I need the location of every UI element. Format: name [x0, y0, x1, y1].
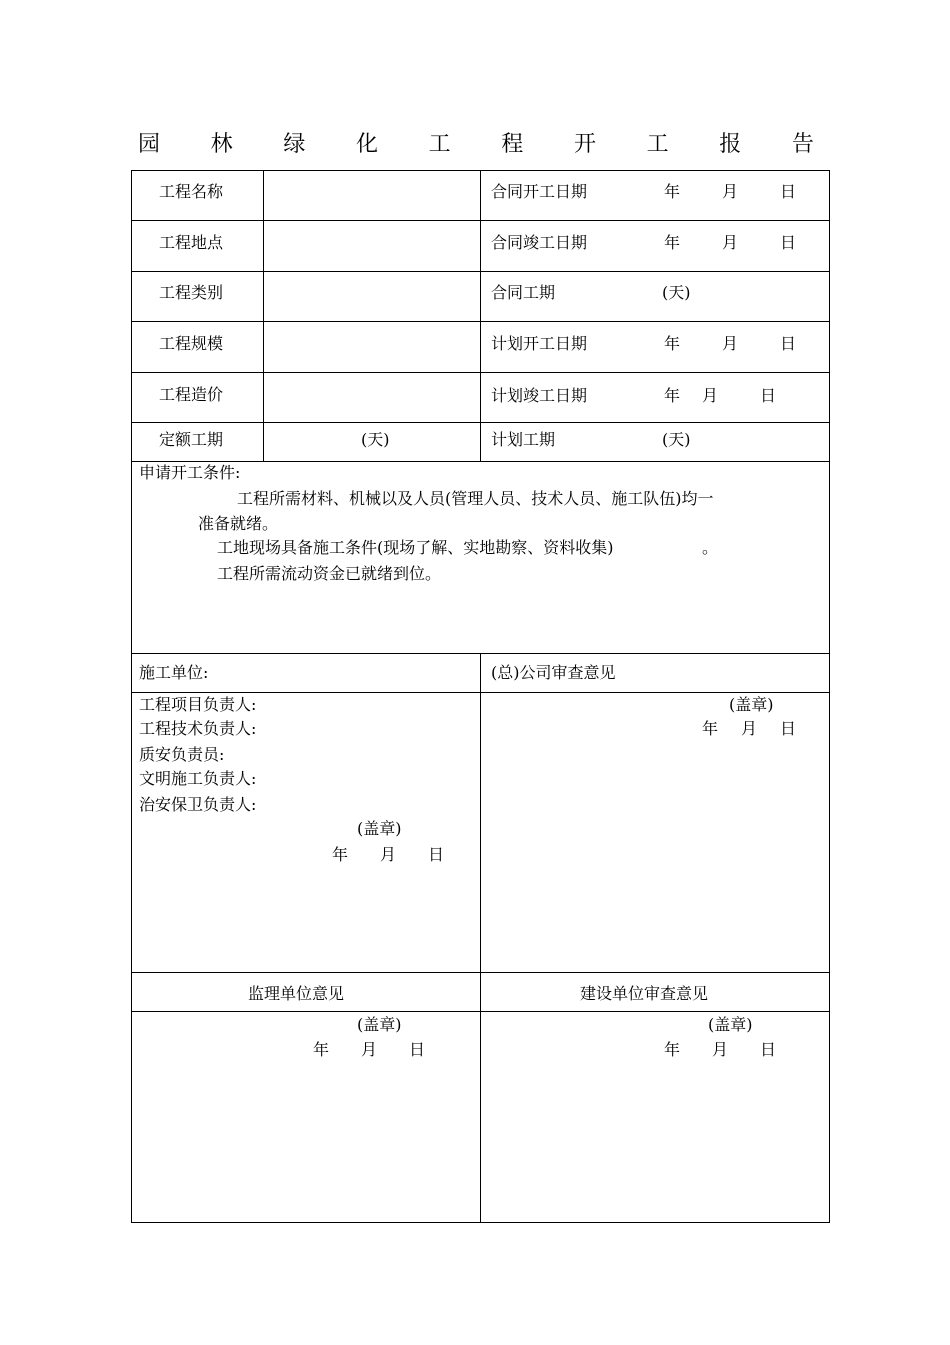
owner-seal: (盖章)	[708, 1015, 753, 1034]
construction-unit-heading: 施工单位:	[139, 663, 209, 682]
day-label: 日	[760, 386, 777, 405]
quality-safety-label: 质安负责员:	[139, 745, 225, 764]
month-label: 月	[722, 233, 739, 252]
day-label: 日	[780, 334, 797, 353]
project-site-label: 工程地点	[159, 233, 224, 252]
year-label: 年	[664, 1040, 681, 1059]
month-label: 月	[380, 845, 397, 864]
project-manager-label: 工程项目负责人:	[139, 695, 257, 714]
contract-start-label: 合同开工日期	[491, 182, 588, 201]
supervision-seal: (盖章)	[357, 1015, 402, 1034]
project-type-label: 工程类别	[159, 283, 224, 302]
col-divider	[480, 653, 481, 1222]
title-char: 告	[791, 131, 814, 157]
conditions-heading: 申请开工条件:	[139, 463, 241, 482]
year-label: 年	[332, 845, 349, 864]
project-scale-label: 工程规模	[159, 334, 224, 353]
title-char: 园	[138, 131, 161, 157]
contract-period-unit: (天)	[662, 283, 691, 302]
day-label: 日	[780, 719, 797, 738]
quota-period-label: 定额工期	[159, 430, 224, 449]
condition-line-3: 工程所需流动资金已就绪到位。	[217, 564, 442, 583]
condition-line-2: 工地现场具备施工条件(现场了解、实地勘察、资料收集)	[217, 538, 614, 557]
title-char: 程	[501, 131, 524, 157]
title-char: 开	[573, 131, 596, 157]
title-char: 绿	[283, 131, 306, 157]
year-label: 年	[664, 233, 681, 252]
year-label: 年	[313, 1040, 330, 1059]
construction-seal: (盖章)	[357, 819, 402, 838]
plan-period-label: 计划工期	[491, 430, 556, 449]
company-review-heading: (总)公司审查意见	[491, 663, 616, 682]
title-char: 工	[428, 131, 451, 157]
quota-period-unit: (天)	[361, 430, 390, 449]
plan-end-label: 计划竣工日期	[491, 386, 588, 405]
col-divider	[480, 171, 481, 461]
owner-review-heading: 建设单位审查意见	[580, 984, 709, 1003]
year-label: 年	[702, 719, 719, 738]
month-label: 月	[741, 719, 758, 738]
title-char: 化	[355, 131, 378, 157]
month-label: 月	[702, 386, 719, 405]
technical-lead-label: 工程技术负责人:	[139, 719, 257, 738]
title-char: 林	[210, 131, 233, 157]
row-divider	[132, 461, 829, 462]
project-cost-label: 工程造价	[159, 385, 224, 404]
year-label: 年	[664, 182, 681, 201]
day-label: 日	[760, 1040, 777, 1059]
day-label: 日	[780, 233, 797, 252]
month-label: 月	[722, 182, 739, 201]
contract-period-label: 合同工期	[491, 283, 556, 302]
civilized-construction-label: 文明施工负责人:	[139, 769, 257, 788]
security-lead-label: 治安保卫负责人:	[139, 795, 257, 814]
month-label: 月	[722, 334, 739, 353]
year-label: 年	[664, 386, 681, 405]
day-label: 日	[409, 1040, 426, 1059]
col-divider	[263, 171, 264, 461]
condition-line-1-cont: 准备就绪。	[198, 514, 279, 533]
supervision-heading: 监理单位意见	[248, 984, 345, 1003]
company-seal: (盖章)	[729, 695, 774, 714]
report-form	[131, 170, 830, 1223]
plan-start-label: 计划开工日期	[491, 334, 588, 353]
title-char: 报	[719, 131, 742, 157]
month-label: 月	[712, 1040, 729, 1059]
year-label: 年	[664, 334, 681, 353]
contract-end-label: 合同竣工日期	[491, 233, 588, 252]
month-label: 月	[361, 1040, 378, 1059]
condition-line-1: 工程所需材料、机械以及人员(管理人员、技术人员、施工队伍)均一	[237, 489, 714, 508]
page-title	[138, 126, 814, 158]
day-label: 日	[428, 845, 445, 864]
day-label: 日	[780, 182, 797, 201]
plan-period-unit: (天)	[662, 430, 691, 449]
title-char: 工	[646, 131, 669, 157]
project-name-label: 工程名称	[159, 182, 224, 201]
condition-line-2-end: 。	[702, 538, 719, 557]
